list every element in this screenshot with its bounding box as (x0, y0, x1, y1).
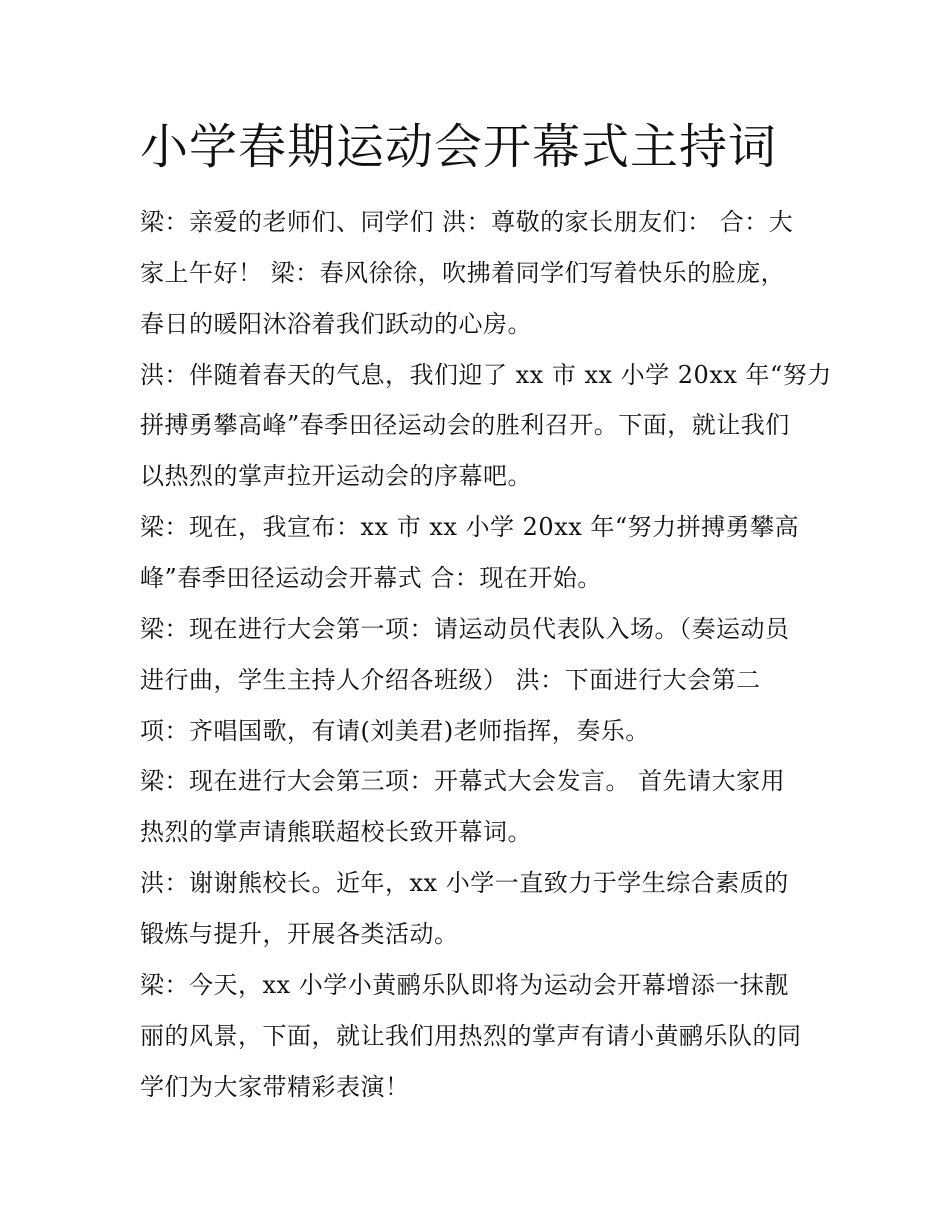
text-line: 梁：亲爱的老师们、同学们 洪：尊敬的家长朋友们： 合：大 (140, 208, 794, 236)
text-line: 以热烈的掌声拉开运动会的序幕吧。 (140, 462, 532, 490)
text-line: 梁：现在进行大会第一项：请运动员代表队入场。（奏运动员 (140, 615, 790, 643)
text-line: 拼搏勇攀高峰”春季田径运动会的胜利召开。下面，就让我们 (140, 411, 790, 439)
text-line: 洪：伴随着春天的气息，我们迎了 xx 市 xx 小学 20xx 年“努力 (140, 361, 832, 389)
text-line: 丽的风景，下面，就让我们用热烈的掌声有请小黄鹂乐队的同 (140, 1022, 802, 1050)
text-line: 项：齐唱国歌，有请(刘美君)老师指挥，奏乐。 (140, 717, 650, 745)
text-line: 梁：现在进行大会第三项：开幕式大会发言。 首先请大家用 (140, 767, 786, 795)
text-line: 梁：今天，xx 小学小黄鹂乐队即将为运动会开幕增添一抹靓 (140, 971, 789, 999)
text-line: 洪：谢谢熊校长。近年，xx 小学一直致力于学生综合素质的 (140, 869, 789, 897)
text-line: 学们为大家带精彩表演！ (140, 1073, 410, 1101)
text-line: 锻炼与提升，开展各类活动。 (140, 920, 459, 948)
text-line: 家上午好！ 梁：春风徐徐，吹拂着同学们写着快乐的脸庞， (140, 259, 786, 287)
text-line: 春日的暖阳沐浴着我们跃动的心房。 (140, 310, 532, 338)
text-line: 峰”春季田径运动会开幕式 合：现在开始。 (140, 564, 602, 592)
text-line: 梁：现在，我宣布：xx 市 xx 小学 20xx 年“努力拼搏勇攀高 (140, 513, 800, 541)
text-line: 热烈的掌声请熊联超校长致开幕词。 (140, 818, 532, 846)
text-line: 进行曲，学生主持人介绍各班级） 洪：下面进行大会第二 (140, 666, 761, 694)
page-title: 小学春期运动会开幕式主持词 (140, 119, 778, 175)
